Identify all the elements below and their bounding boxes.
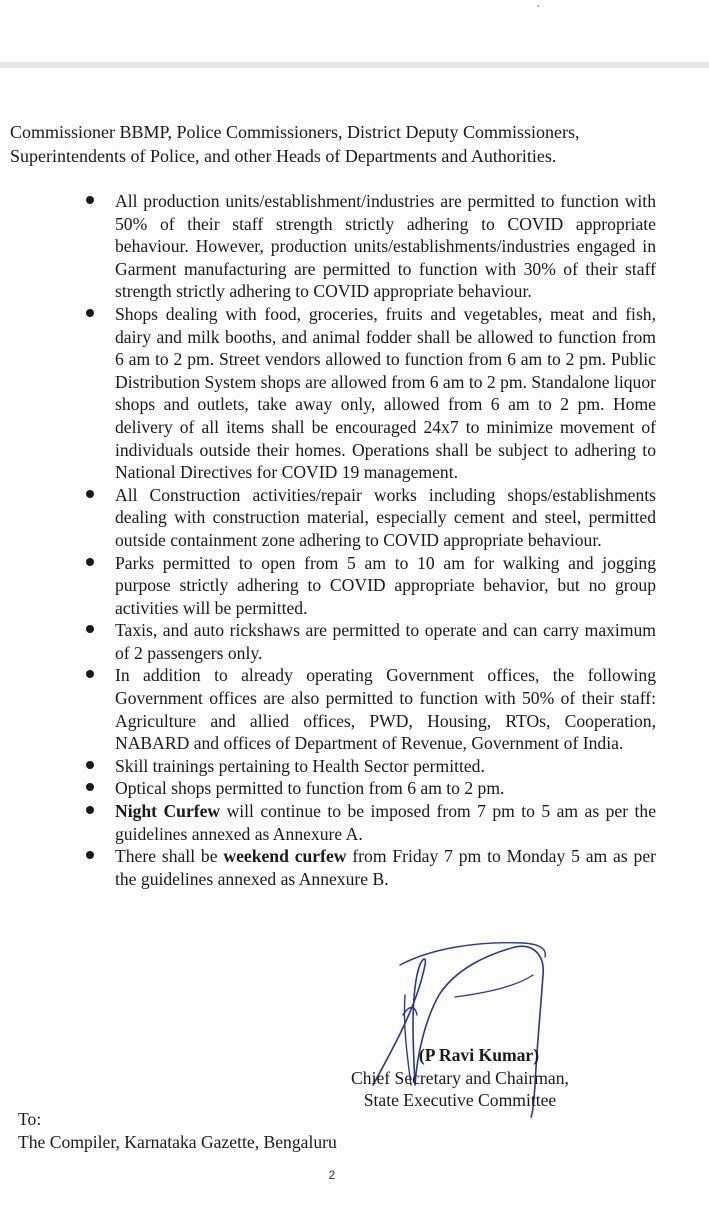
signatory-title: Chief Secretary and Chairman, (351, 1067, 569, 1088)
bullet-dot-icon (86, 558, 94, 566)
signature-stroke (455, 975, 533, 997)
list-item (86, 664, 656, 754)
weekend-curfew-text: from Friday 7 pm to Monday 5 am as per the guidelines annexed as Annexure B. (115, 846, 656, 889)
recipients-paragraph: Commissioner BBMP, Police Commissioners, District Deputy Commissioners, Superintendents of Police, and other Heads of Departments and Authorities. (10, 122, 580, 166)
list-item (86, 190, 656, 303)
list-item-text: In addition to already operating Government offices, the following Government offices are also permitted to function with 50% of their staff: Agriculture and allied offices, PWD, Housing, RTOs, Cooperation, NABARD and offices of Department of Revenue, Government of India. (115, 665, 656, 754)
top-margin (0, 0, 709, 62)
bullet-dot-icon (86, 670, 94, 678)
list-item (86, 303, 656, 484)
bullet-dot-icon (86, 625, 94, 633)
bullet-dot-icon (86, 851, 94, 859)
list-item (86, 484, 656, 552)
bullet-dot-icon (86, 761, 94, 769)
bullet-dot-icon (86, 783, 94, 791)
weekend-curfew-lead: There shall be (115, 846, 224, 867)
list-item-text: Optical shops permitted to function from 6 am to 2 pm. (115, 778, 505, 799)
list-item (86, 777, 656, 800)
list-item-text (115, 846, 656, 889)
list-item (86, 619, 656, 664)
guidelines-list (86, 190, 656, 890)
signatory-committee: State Executive Committee (363, 1090, 557, 1110)
night-curfew-text: will continue to be imposed from 7 pm to 5 am as per the guidelines annexed as Annexure A. (115, 801, 656, 844)
list-item (86, 845, 656, 890)
list-item-text (115, 801, 656, 844)
to-recipient: The Compiler, Karnataka Gazette, Bengaluru (18, 1131, 337, 1152)
to-label: To: (18, 1109, 42, 1129)
weekend-curfew-emphasis: weekend curfew (223, 846, 347, 867)
bullet-dot-icon (86, 490, 94, 498)
list-item (86, 800, 656, 845)
bullet-dot-icon (86, 309, 94, 317)
scan-speck (537, 5, 539, 7)
page-number: 2 (328, 1168, 336, 1182)
bullet-dot-icon (86, 196, 94, 204)
list-item (86, 755, 656, 778)
list-item-text: Parks permitted to open from 5 am to 10 am for walking and jogging purpose strictly adhering to COVID appropriate behavior, but no group activities will be permitted. (115, 552, 656, 618)
list-item-text: Shops dealing with food, groceries, fruits and vegetables, meat and fish, dairy and milk booths, and animal fodder shall be allowed to function from 6 am to 2 pm. Street vendors allowed to function from 6 am to 2 pm. Public Distribution System shops are allowed from 6 am to 2 pm. Standalone liquor shops and outlets, take away only, allowed from 6 am to 2 pm. Home delivery of all items shall be encouraged 24x7 to minimize movement of individuals outside their homes. Operations shall be subject to adhering to National Directives for COVID 19 management. (115, 303, 656, 483)
list-item-text: All Construction activities/repair works including shops/establishments dealing with construction material, especially cement and steel, permitted outside containment zone adhering to COVID appropriate behaviour. (115, 484, 656, 550)
list-item-text: All production units/establishment/industries are permitted to function with 50% of their staff strength strictly adhering to COVID appropriate behaviour. However, production units/establishments/industries engaged in Garment manufacturing are permitted to function with 30% of their staff strength strictly adhering to COVID appropriate behaviour. (115, 191, 656, 302)
night-curfew-emphasis: Night Curfew (115, 801, 221, 822)
to-block (18, 1108, 337, 1153)
signatory-block (300, 1044, 620, 1112)
list-item (86, 552, 656, 620)
list-item-text: Skill trainings pertaining to Health Sector permitted. (115, 755, 485, 776)
list-item-text: Taxis, and auto rickshaws are permitted to operate and can carry maximum of 2 passengers only. (115, 620, 656, 663)
signatory-name: (P Ravi Kumar) (418, 1045, 540, 1065)
bullet-dot-icon (86, 806, 94, 814)
